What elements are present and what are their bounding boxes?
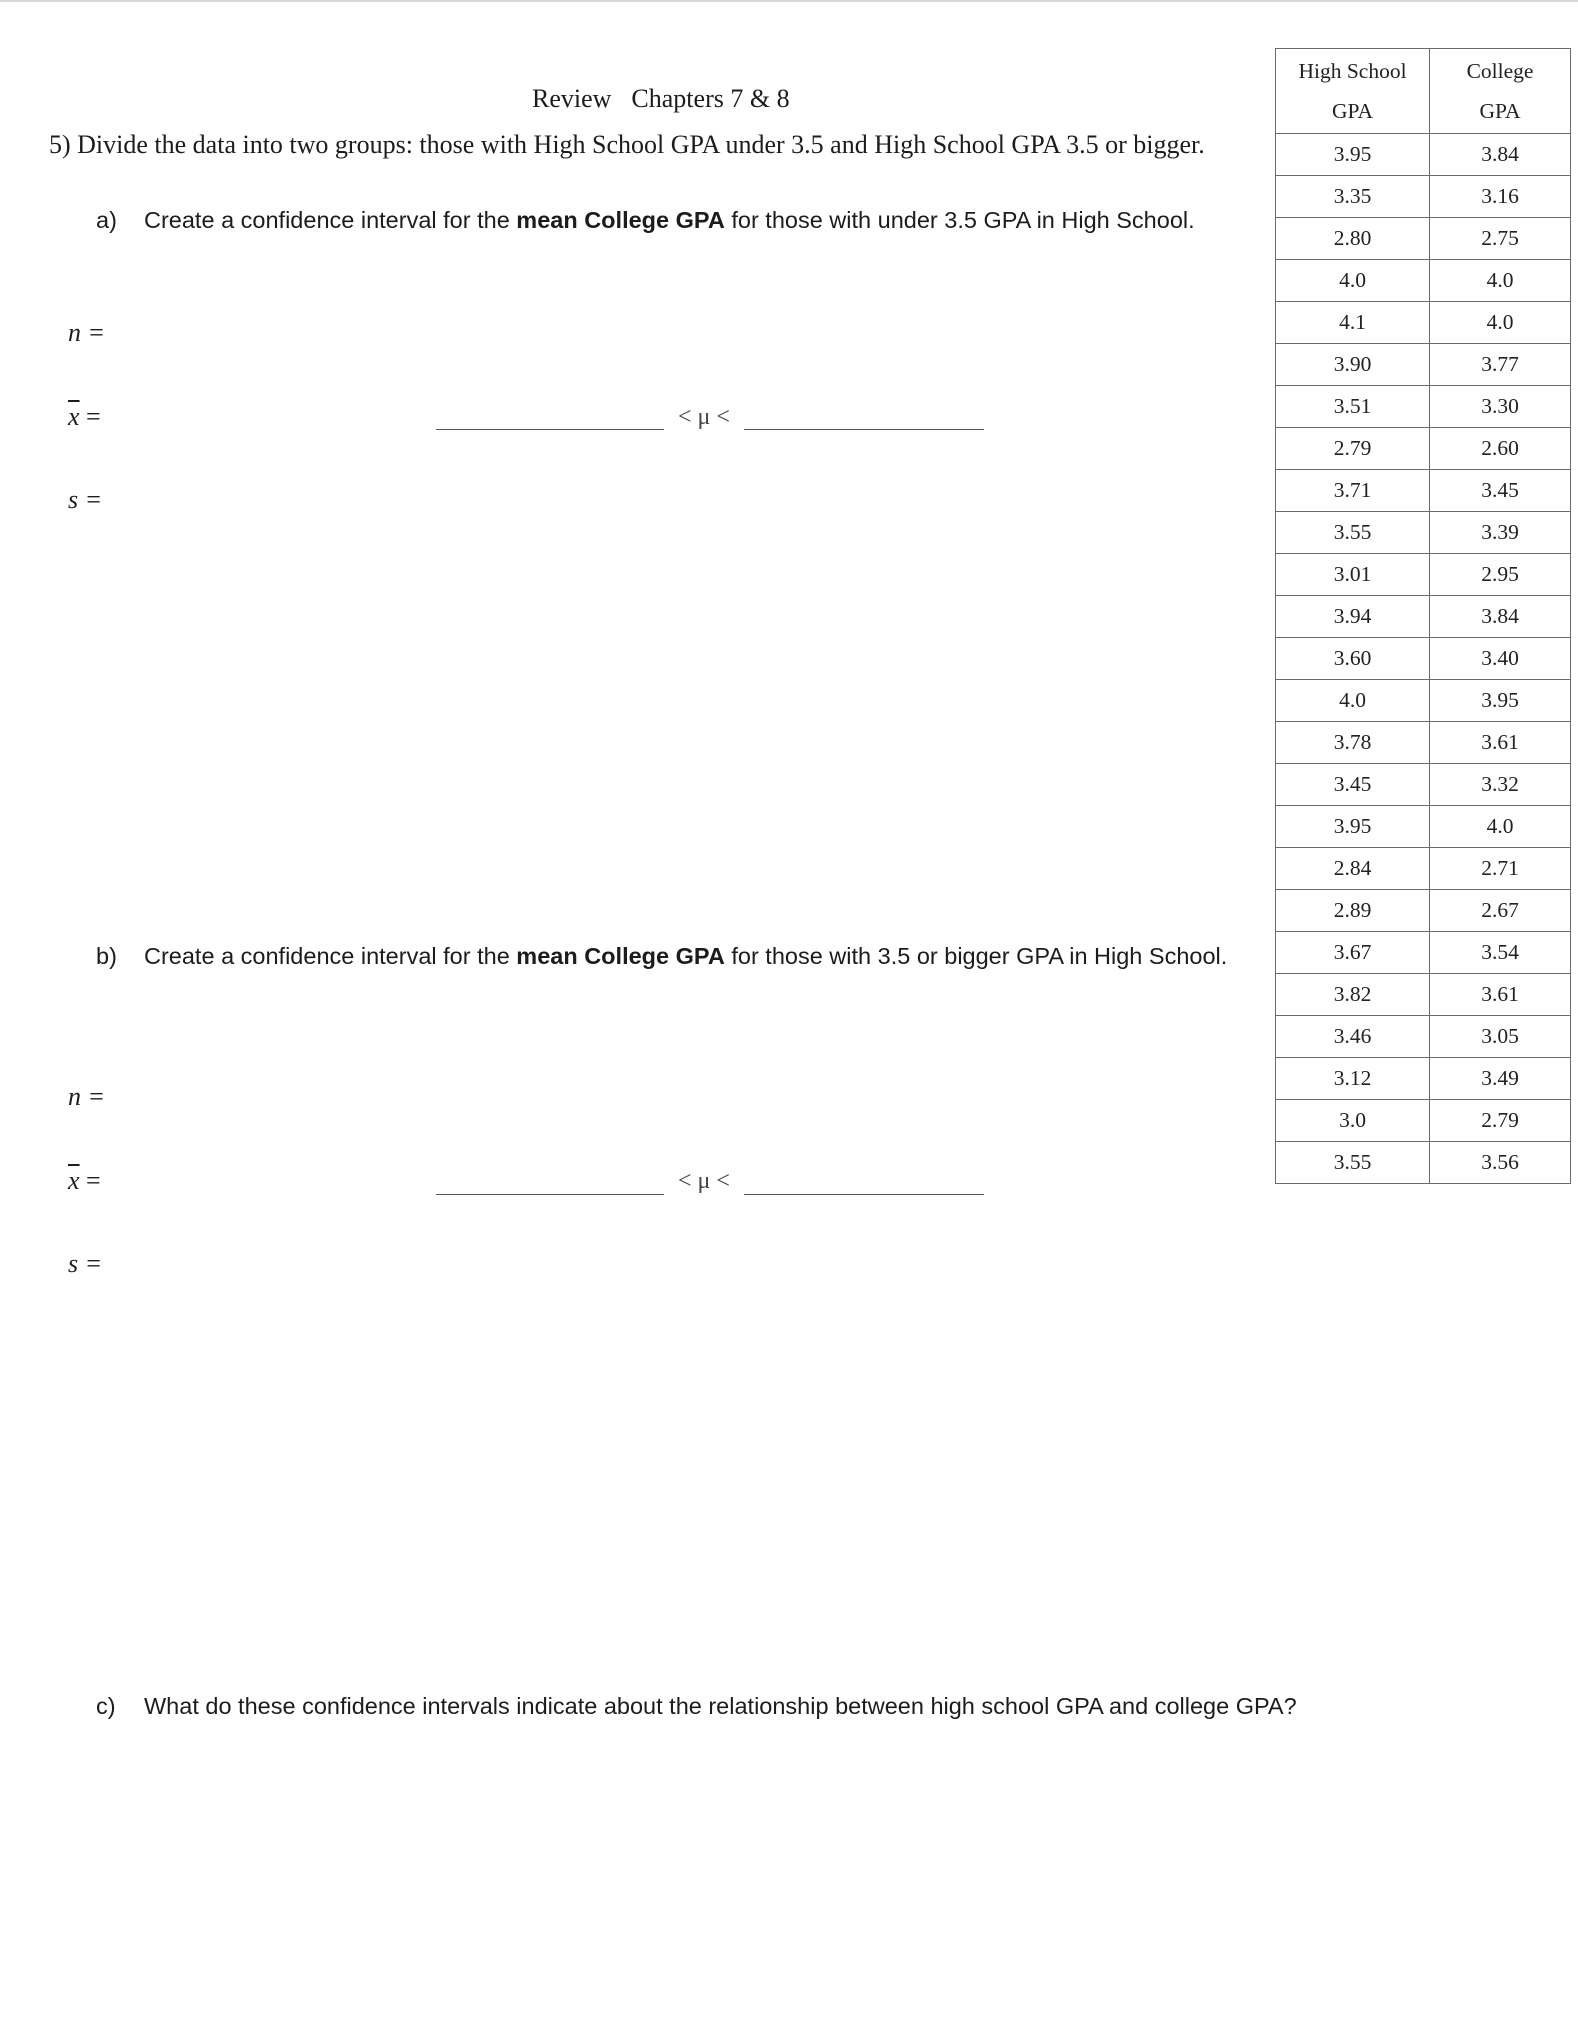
header-college-line1: College	[1466, 59, 1534, 83]
college-gpa-cell: 3.39	[1430, 512, 1571, 554]
high-school-gpa-cell: 3.95	[1276, 134, 1430, 176]
college-gpa-cell: 3.30	[1430, 386, 1571, 428]
high-school-gpa-cell: 3.51	[1276, 386, 1430, 428]
high-school-gpa-cell: 3.90	[1276, 344, 1430, 386]
page-title	[532, 84, 790, 114]
part-a-mu-symbol: < μ <	[678, 404, 730, 430]
college-gpa-cell: 2.71	[1430, 848, 1571, 890]
high-school-gpa-cell: 4.0	[1276, 260, 1430, 302]
part-a-lower-bound-blank[interactable]	[436, 429, 664, 430]
college-gpa-cell: 3.16	[1430, 176, 1571, 218]
part-b-text-after: for those with 3.5 or bigger GPA in High School.	[724, 943, 1228, 969]
college-gpa-cell: 2.60	[1430, 428, 1571, 470]
table-row	[1276, 848, 1571, 890]
table-row	[1276, 470, 1571, 512]
table-row	[1276, 176, 1571, 218]
part-b-xbar-eq: =	[79, 1166, 101, 1195]
page-top-border	[0, 0, 1578, 2]
college-gpa-cell: 3.05	[1430, 1016, 1571, 1058]
header-hs-line1: High School	[1298, 59, 1407, 83]
table-header-row	[1276, 49, 1571, 134]
part-b-text-bold: mean College GPA	[516, 943, 725, 969]
part-a-text-after: for those with under 3.5 GPA in High School.	[724, 207, 1195, 233]
part-a-s-label: s =	[68, 485, 103, 514]
table-row	[1276, 638, 1571, 680]
high-school-gpa-cell: 3.67	[1276, 932, 1430, 974]
table-row	[1276, 890, 1571, 932]
high-school-gpa-cell: 4.0	[1276, 680, 1430, 722]
table-row	[1276, 386, 1571, 428]
high-school-gpa-cell: 3.01	[1276, 554, 1430, 596]
college-gpa-cell: 3.84	[1430, 134, 1571, 176]
part-c-text: What do these confidence intervals indicate about the relationship between high school GPA and college GPA?	[144, 1693, 1297, 1719]
table-row	[1276, 596, 1571, 638]
part-b-letter: b)	[96, 943, 117, 969]
table-row	[1276, 1100, 1571, 1142]
part-a-upper-bound-blank[interactable]	[744, 429, 984, 430]
table-row	[1276, 302, 1571, 344]
table-row	[1276, 806, 1571, 848]
part-b-xbar-symbol: $\overline{x}$	[68, 1166, 80, 1195]
college-gpa-cell: 4.0	[1430, 806, 1571, 848]
part-b-upper-bound-blank[interactable]	[744, 1194, 984, 1195]
college-gpa-cell: 4.0	[1430, 260, 1571, 302]
high-school-gpa-cell: 3.95	[1276, 806, 1430, 848]
part-c-letter: c)	[96, 1693, 116, 1719]
table-row	[1276, 344, 1571, 386]
part-b-s-label: s =	[68, 1249, 103, 1278]
table-row	[1276, 932, 1571, 974]
table-row	[1276, 722, 1571, 764]
header-hs-line2: GPA	[1331, 99, 1374, 123]
high-school-gpa-cell: 3.82	[1276, 974, 1430, 1016]
table-body	[1276, 134, 1571, 1184]
table-row	[1276, 134, 1571, 176]
part-a-letter: a)	[96, 207, 117, 233]
college-gpa-cell: 3.61	[1430, 974, 1571, 1016]
header-high-school-gpa	[1276, 49, 1430, 134]
high-school-gpa-cell: 3.71	[1276, 470, 1430, 512]
title-chapters: Chapters 7 & 8	[631, 84, 790, 113]
table-row	[1276, 974, 1571, 1016]
high-school-gpa-cell: 3.55	[1276, 512, 1430, 554]
table-row	[1276, 512, 1571, 554]
part-a-text-bold: mean College GPA	[516, 207, 725, 233]
high-school-gpa-cell: 2.89	[1276, 890, 1430, 932]
high-school-gpa-cell: 3.45	[1276, 764, 1430, 806]
college-gpa-cell: 3.77	[1430, 344, 1571, 386]
header-college-line2: GPA	[1479, 99, 1521, 123]
part-a-xbar-symbol: $\overline{x}$	[68, 402, 80, 431]
college-gpa-cell: 2.79	[1430, 1100, 1571, 1142]
high-school-gpa-cell: 2.79	[1276, 428, 1430, 470]
college-gpa-cell: 3.49	[1430, 1058, 1571, 1100]
college-gpa-cell: 3.45	[1430, 470, 1571, 512]
high-school-gpa-cell: 3.12	[1276, 1058, 1430, 1100]
table-row	[1276, 764, 1571, 806]
high-school-gpa-cell: 3.46	[1276, 1016, 1430, 1058]
high-school-gpa-cell: 3.55	[1276, 1142, 1430, 1184]
part-a-prompt	[96, 207, 1195, 234]
table-row	[1276, 260, 1571, 302]
gpa-data-table	[1275, 48, 1571, 1184]
part-b-prompt	[96, 943, 1227, 970]
part-c-prompt	[96, 1693, 1297, 1720]
high-school-gpa-cell: 3.60	[1276, 638, 1430, 680]
part-b-xbar-label	[68, 1166, 101, 1196]
title-review: Review	[532, 84, 612, 113]
table-row	[1276, 218, 1571, 260]
table-row	[1276, 428, 1571, 470]
college-gpa-cell: 3.40	[1430, 638, 1571, 680]
college-gpa-cell: 3.56	[1430, 1142, 1571, 1184]
problem-statement: 5) Divide the data into two groups: those with High School GPA under 3.5 and High School GPA 3.5 or bigger.	[49, 130, 1205, 159]
table-row	[1276, 1142, 1571, 1184]
high-school-gpa-cell: 3.94	[1276, 596, 1430, 638]
part-b-n-label: n =	[68, 1082, 106, 1111]
part-b-lower-bound-blank[interactable]	[436, 1194, 664, 1195]
table-row	[1276, 1016, 1571, 1058]
college-gpa-cell: 2.95	[1430, 554, 1571, 596]
table-row	[1276, 1058, 1571, 1100]
high-school-gpa-cell: 3.78	[1276, 722, 1430, 764]
part-b-mu-symbol: < μ <	[678, 1168, 730, 1194]
college-gpa-cell: 4.0	[1430, 302, 1571, 344]
part-a-n-label: n =	[68, 318, 106, 347]
college-gpa-cell: 3.54	[1430, 932, 1571, 974]
college-gpa-cell: 3.32	[1430, 764, 1571, 806]
part-b-text-before: Create a confidence interval for the	[144, 943, 517, 969]
part-a-xbar-eq: =	[79, 402, 101, 431]
high-school-gpa-cell: 2.80	[1276, 218, 1430, 260]
college-gpa-cell: 3.95	[1430, 680, 1571, 722]
high-school-gpa-cell: 2.84	[1276, 848, 1430, 890]
header-college-gpa	[1430, 49, 1571, 134]
high-school-gpa-cell: 3.0	[1276, 1100, 1430, 1142]
high-school-gpa-cell: 3.35	[1276, 176, 1430, 218]
part-a-text-before: Create a confidence interval for the	[144, 207, 517, 233]
college-gpa-cell: 2.75	[1430, 218, 1571, 260]
college-gpa-cell: 3.84	[1430, 596, 1571, 638]
table-row	[1276, 554, 1571, 596]
college-gpa-cell: 2.67	[1430, 890, 1571, 932]
table-row	[1276, 680, 1571, 722]
part-a-xbar-label	[68, 402, 101, 432]
high-school-gpa-cell: 4.1	[1276, 302, 1430, 344]
college-gpa-cell: 3.61	[1430, 722, 1571, 764]
